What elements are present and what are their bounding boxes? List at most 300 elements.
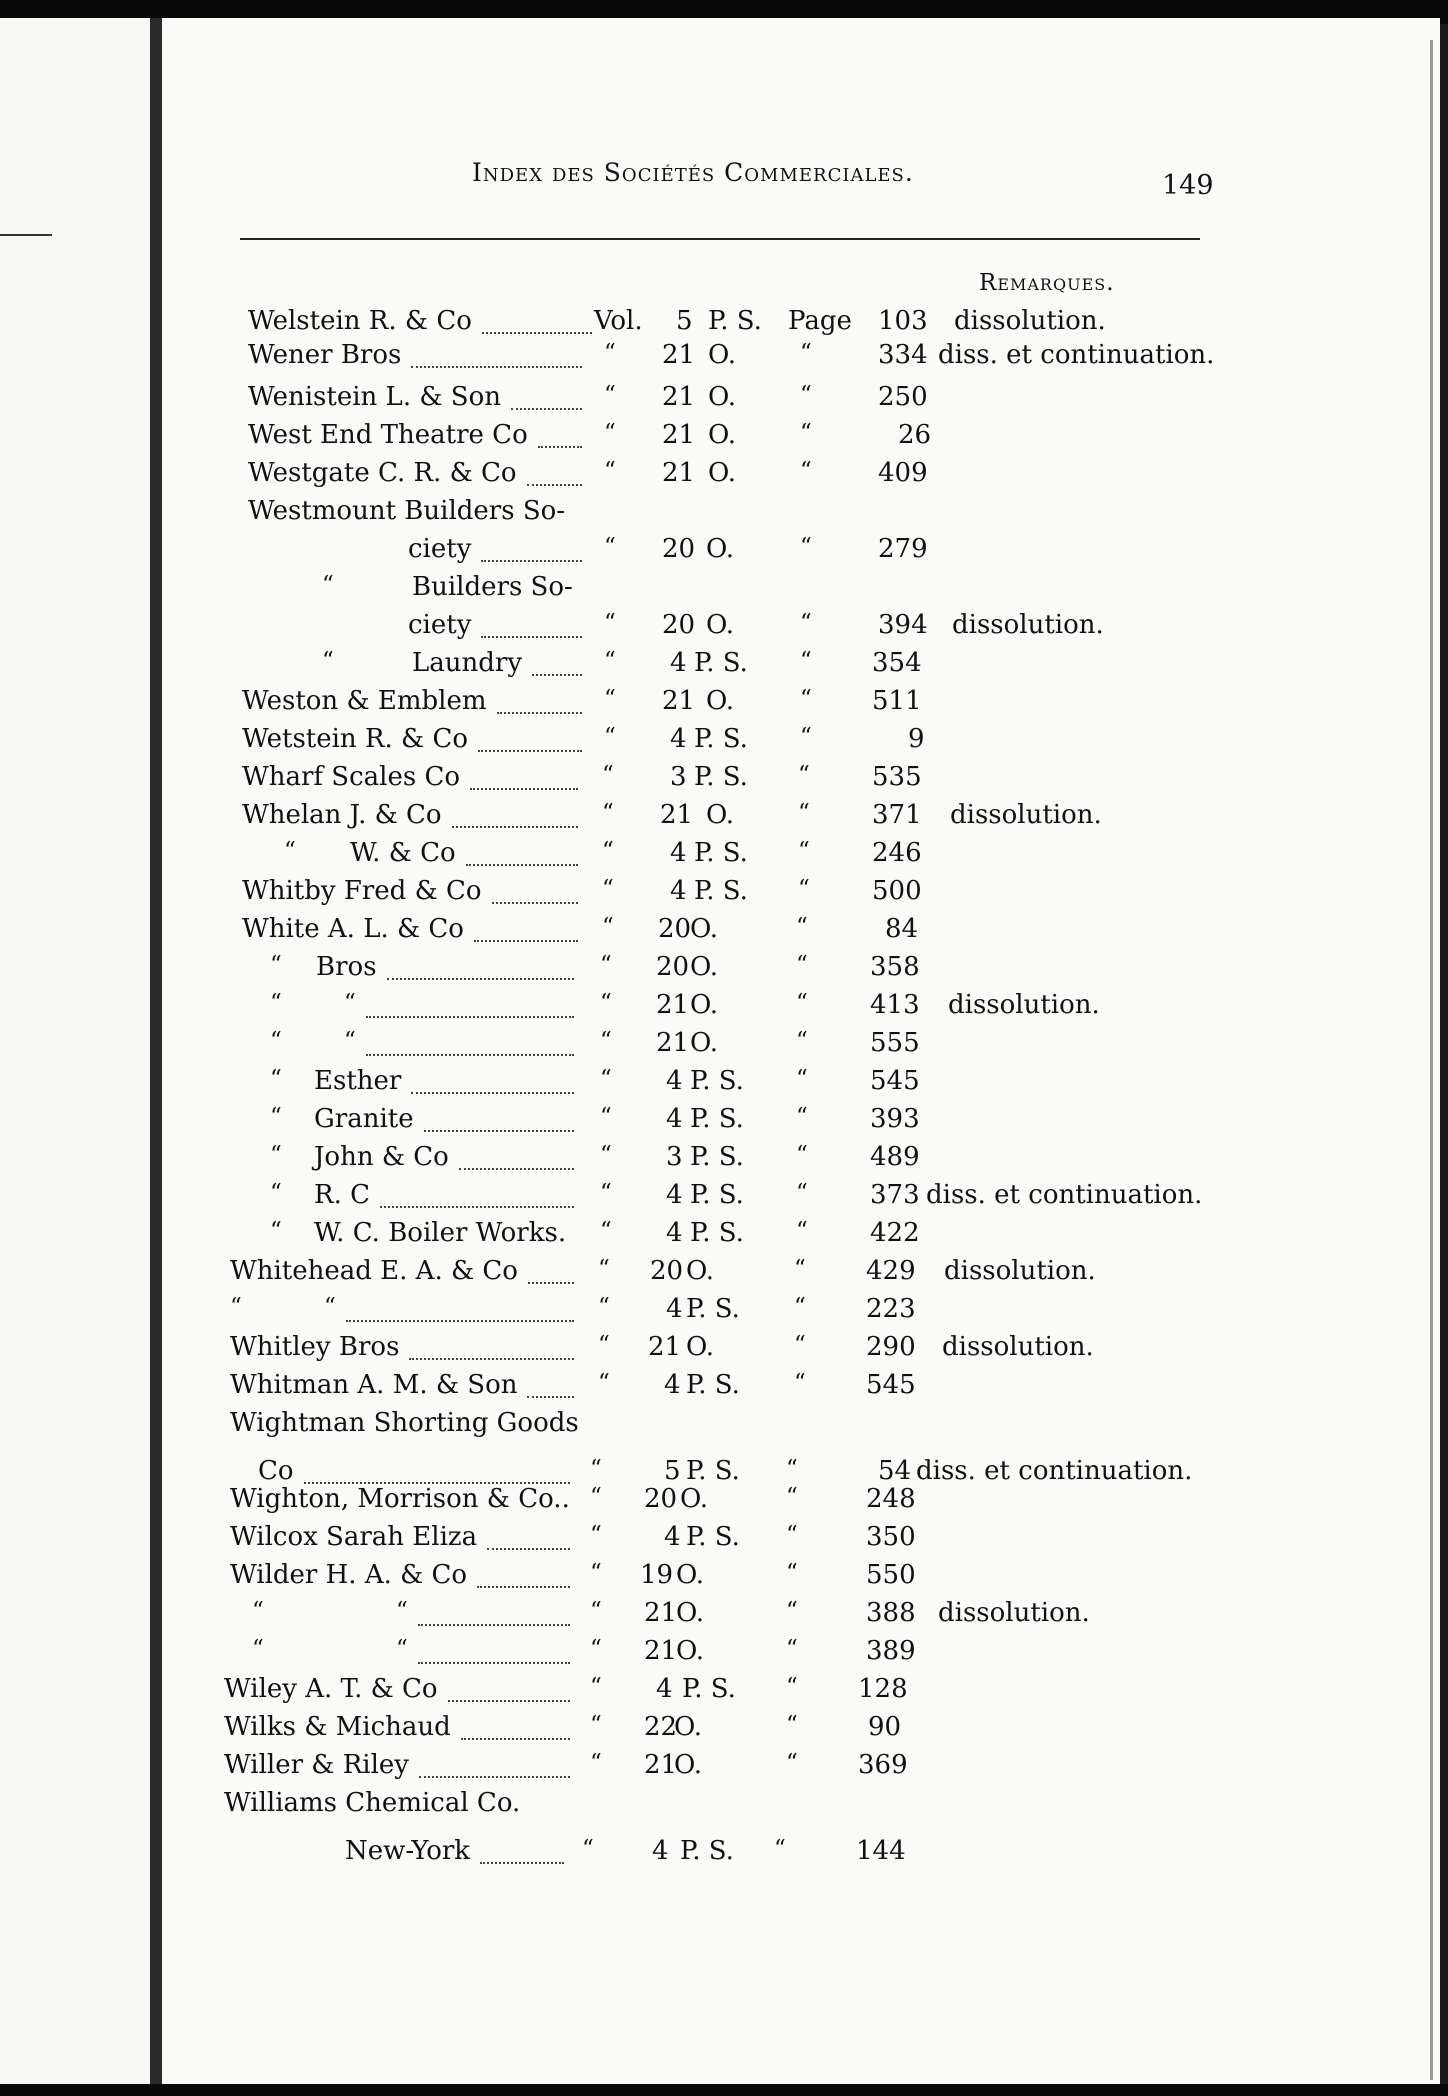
index-entry	[0, 876, 1448, 912]
index-entry	[0, 340, 1448, 376]
volume-number: 4	[670, 876, 687, 906]
page-label: “	[794, 1256, 806, 1282]
index-entry	[0, 1408, 1448, 1444]
page-label: “	[798, 800, 810, 826]
company-name: Wightman Shorting Goods	[230, 1408, 579, 1438]
leader-dots	[527, 484, 582, 486]
leader-dots	[409, 1358, 574, 1360]
volume-number: 21	[656, 1028, 690, 1058]
leader-dots	[538, 446, 582, 448]
company-name: John & Co	[314, 1142, 449, 1172]
page-number-ref: 246	[872, 838, 922, 868]
series: O.	[706, 686, 735, 716]
company-name: Wighton, Morrison & Co..	[230, 1484, 570, 1514]
page-label: “	[786, 1598, 798, 1624]
leader-dots	[346, 1320, 574, 1322]
volume-label: “	[598, 1294, 610, 1320]
facing-page-rule	[0, 234, 52, 236]
company-name: Westgate C. R. & Co	[248, 458, 517, 488]
series: O.	[708, 458, 737, 488]
series: O.	[708, 420, 737, 450]
page-number-ref: 290	[866, 1332, 916, 1362]
index-entry	[0, 496, 1448, 532]
series: O.	[676, 1636, 705, 1666]
series: O.	[676, 1598, 705, 1628]
company-name: Wetstein R. & Co	[242, 724, 469, 754]
volume-number: 20	[662, 610, 696, 640]
volume-number: 20	[656, 952, 690, 982]
page-label: “	[786, 1636, 798, 1662]
company-name: W. & Co	[350, 838, 456, 868]
company-name: “	[396, 1598, 408, 1624]
index-entry	[0, 1636, 1448, 1672]
leader-dots	[411, 366, 582, 368]
remark: dissolution.	[954, 306, 1106, 336]
volume-label: “	[602, 876, 614, 902]
ditto-mark: “	[322, 648, 334, 674]
page-number-ref: 334	[878, 340, 928, 370]
volume-number: 20	[662, 534, 696, 564]
volume-label: “	[590, 1484, 602, 1510]
page-label: “	[786, 1750, 798, 1776]
index-entry	[0, 1674, 1448, 1710]
company-name: “	[344, 990, 356, 1016]
page-label: “	[798, 876, 810, 902]
series: O.	[676, 1560, 705, 1590]
index-entry	[0, 724, 1448, 760]
leader-dots	[470, 788, 578, 790]
page-label: “	[794, 1332, 806, 1358]
index-entry	[0, 1712, 1448, 1748]
company-name: Builders So-	[412, 572, 573, 602]
page-label: “	[798, 762, 810, 788]
page-number-ref: 555	[870, 1028, 920, 1058]
remark: diss. et continuation.	[916, 1456, 1193, 1486]
page-number-ref: 535	[872, 762, 922, 792]
page-label: “	[796, 990, 808, 1016]
page-label: “	[786, 1484, 798, 1510]
page-label: “	[800, 340, 812, 366]
volume-label: “	[600, 1218, 612, 1244]
volume-number: 21	[660, 800, 694, 830]
leader-dots	[474, 940, 578, 942]
volume-number: 22	[644, 1712, 678, 1742]
company-name: Whitman A. M. & Son	[230, 1370, 518, 1400]
leader-dots	[366, 1016, 574, 1018]
index-entry	[0, 952, 1448, 988]
volume-number: 21	[644, 1598, 678, 1628]
volume-number: 21	[662, 340, 696, 370]
page-number-ref: 358	[870, 952, 920, 982]
company-name: “	[396, 1636, 408, 1662]
page-label: “	[800, 382, 812, 408]
volume-number: 21	[662, 382, 696, 412]
remark: diss. et continuation.	[938, 340, 1215, 370]
company-name: Wharf Scales Co	[242, 762, 461, 792]
volume-number: 4	[666, 1180, 683, 1210]
series: P. S.	[690, 1066, 744, 1096]
page-label: “	[796, 1180, 808, 1206]
page-number-ref: 394	[878, 610, 928, 640]
volume-label: “	[604, 382, 616, 408]
page-label: “	[786, 1522, 798, 1548]
volume-number: 21	[656, 990, 690, 1020]
index-entry	[0, 1142, 1448, 1178]
company-name: Wilder H. A. & Co	[230, 1560, 468, 1590]
leader-dots	[418, 1662, 570, 1664]
leader-dots	[528, 1282, 574, 1284]
page-number-ref: 388	[866, 1598, 916, 1628]
page-number-ref: 373	[870, 1180, 920, 1210]
index-entry	[0, 458, 1448, 494]
series: P. S.	[686, 1370, 740, 1400]
series: O.	[674, 1750, 703, 1780]
remark: diss. et continuation.	[926, 1180, 1203, 1210]
company-name: West End Theatre Co	[248, 420, 528, 450]
volume-label: “	[600, 952, 612, 978]
index-entry	[0, 990, 1448, 1026]
page-label: “	[796, 952, 808, 978]
page-number-ref: 250	[878, 382, 928, 412]
index-entry	[0, 1788, 1448, 1824]
ditto-mark: “	[270, 1142, 282, 1168]
index-entry	[0, 914, 1448, 950]
index-entry	[0, 1598, 1448, 1634]
company-name: Whitby Fred & Co	[242, 876, 482, 906]
company-name: “	[324, 1294, 336, 1320]
ditto-mark: “	[284, 838, 296, 864]
company-name: ciety	[408, 610, 472, 640]
company-name: White A. L. & Co	[242, 914, 464, 944]
series: O.	[690, 952, 719, 982]
page-label: “	[800, 420, 812, 446]
leader-dots	[448, 1700, 570, 1702]
volume-number: 21	[662, 458, 696, 488]
company-name: R. C	[314, 1180, 370, 1210]
leader-dots	[478, 750, 582, 752]
series: O.	[706, 610, 735, 640]
series: P. S.	[694, 724, 748, 754]
leader-dots	[424, 1130, 574, 1132]
page-label: “	[796, 1104, 808, 1130]
company-name: Laundry	[412, 648, 523, 678]
index-entry	[0, 686, 1448, 722]
company-name: Whitehead E. A. & Co	[230, 1256, 518, 1286]
volume-label: “	[602, 762, 614, 788]
running-head: Index des Sociétés Commerciales.	[472, 158, 914, 187]
page-label: “	[798, 838, 810, 864]
volume-number: 19	[640, 1560, 674, 1590]
ditto-mark: “	[270, 1218, 282, 1244]
remark: dissolution.	[948, 990, 1100, 1020]
index-entry	[0, 382, 1448, 418]
series: P. S.	[680, 1836, 734, 1866]
volume-number: 21	[644, 1636, 678, 1666]
volume-label: Vol.	[594, 306, 643, 336]
page-number-ref: 84	[885, 914, 919, 944]
leader-dots	[419, 1776, 570, 1778]
company-name: New-York	[345, 1836, 471, 1866]
index-entry	[0, 1180, 1448, 1216]
series: P. S.	[690, 1104, 744, 1134]
leader-dots	[366, 1054, 574, 1056]
remark: dissolution.	[944, 1256, 1096, 1286]
leader-dots	[459, 1168, 574, 1170]
volume-number: 21	[644, 1750, 678, 1780]
index-entry	[0, 306, 1448, 342]
company-name: Granite	[314, 1104, 414, 1134]
leader-dots	[418, 1624, 570, 1626]
page-number-ref: 500	[872, 876, 922, 906]
volume-number: 4	[664, 1522, 681, 1552]
leader-dots	[461, 1738, 570, 1740]
leader-dots	[487, 1548, 570, 1550]
company-name: Co	[258, 1456, 294, 1486]
series: O.	[686, 1256, 715, 1286]
remark: dissolution.	[938, 1598, 1090, 1628]
company-name: ciety	[408, 534, 472, 564]
index-entry	[0, 1104, 1448, 1140]
leader-dots	[527, 1396, 574, 1398]
page-number-ref: 128	[858, 1674, 908, 1704]
series: P. S.	[690, 1218, 744, 1248]
volume-label: “	[604, 648, 616, 674]
scan-border-bottom	[0, 2084, 1448, 2096]
leader-dots	[411, 1092, 574, 1094]
index-entry	[0, 1332, 1448, 1368]
page-label: “	[796, 1028, 808, 1054]
ditto-mark: “	[270, 1028, 282, 1054]
series: P. S.	[694, 838, 748, 868]
page-label: “	[800, 534, 812, 560]
ditto-mark: “	[270, 1104, 282, 1130]
page-label: “	[796, 1218, 808, 1244]
page-number-ref: 90	[868, 1712, 902, 1742]
volume-label: “	[598, 1332, 610, 1358]
page-label: “	[800, 724, 812, 750]
leader-dots	[452, 826, 578, 828]
series: O.	[674, 1712, 703, 1742]
volume-label: “	[600, 990, 612, 1016]
index-entry	[0, 1522, 1448, 1558]
leader-dots	[532, 674, 582, 676]
page-label: Page	[788, 306, 852, 336]
page-number-ref: 422	[870, 1218, 920, 1248]
company-name: Wilcox Sarah Eliza	[230, 1522, 478, 1552]
volume-number: 4	[666, 1218, 683, 1248]
page-number-ref: 144	[856, 1836, 906, 1866]
series: O.	[706, 800, 735, 830]
company-name: Williams Chemical Co.	[224, 1788, 521, 1818]
series: P. S.	[686, 1456, 740, 1486]
index-entry	[0, 1484, 1448, 1520]
volume-number: 4	[666, 1104, 683, 1134]
volume-number: 4	[666, 1066, 683, 1096]
page-number-ref: 389	[866, 1636, 916, 1666]
leader-dots	[497, 712, 582, 714]
page-label: “	[786, 1674, 798, 1700]
volume-label: “	[590, 1750, 602, 1776]
index-entry	[0, 610, 1448, 646]
page-label: “	[774, 1836, 786, 1862]
page-number-ref: 409	[878, 458, 928, 488]
leader-dots	[380, 1206, 574, 1208]
page-label: “	[796, 914, 808, 940]
leader-dots	[477, 1586, 570, 1588]
page-number-ref: 393	[870, 1104, 920, 1134]
index-entry	[0, 572, 1448, 608]
page-number-ref: 279	[878, 534, 928, 564]
volume-label: “	[600, 1028, 612, 1054]
company-name: Wilks & Michaud	[224, 1712, 451, 1742]
ditto-mark: “	[230, 1294, 242, 1320]
index-entry	[0, 1836, 1448, 1872]
series: O.	[686, 1332, 715, 1362]
index-entry	[0, 800, 1448, 836]
page-number-ref: 489	[870, 1142, 920, 1172]
volume-number: 5	[676, 306, 693, 336]
page-label: “	[800, 686, 812, 712]
header-rule	[240, 238, 1200, 240]
volume-label: “	[604, 610, 616, 636]
series: P. S.	[708, 306, 762, 336]
index-entry	[0, 1560, 1448, 1596]
page-label: “	[796, 1066, 808, 1092]
volume-label: “	[600, 1142, 612, 1168]
volume-label: “	[590, 1456, 602, 1482]
volume-number: 20	[650, 1256, 684, 1286]
index-entry	[0, 1028, 1448, 1064]
volume-label: “	[600, 1180, 612, 1206]
leader-dots	[482, 332, 592, 334]
volume-number: 4	[670, 724, 687, 754]
ditto-mark: “	[252, 1598, 264, 1624]
volume-label: “	[590, 1560, 602, 1586]
remark: dissolution.	[952, 610, 1104, 640]
volume-label: “	[590, 1674, 602, 1700]
volume-number: 21	[648, 1332, 682, 1362]
leader-dots	[511, 408, 582, 410]
page-number-ref: 350	[866, 1522, 916, 1552]
volume-number: 20	[658, 914, 692, 944]
page-number-ref: 103	[878, 306, 928, 336]
ditto-mark: “	[270, 952, 282, 978]
volume-label: “	[604, 686, 616, 712]
company-name: W. C. Boiler Works.	[314, 1218, 567, 1248]
company-name: Willer & Riley	[224, 1750, 409, 1780]
page-number-ref: 354	[872, 648, 922, 678]
volume-number: 4	[652, 1836, 669, 1866]
volume-number: 5	[664, 1456, 681, 1486]
series: P. S.	[690, 1142, 744, 1172]
remarks-column-heading: Remarques.	[979, 270, 1115, 296]
series: P. S.	[682, 1674, 736, 1704]
volume-number: 4	[670, 648, 687, 678]
company-name: Whitley Bros	[230, 1332, 400, 1362]
volume-number: 4	[656, 1674, 673, 1704]
index-entry	[0, 1256, 1448, 1292]
series: O.	[690, 914, 719, 944]
volume-label: “	[604, 458, 616, 484]
volume-label: “	[598, 1256, 610, 1282]
leader-dots	[481, 560, 582, 562]
volume-label: “	[604, 420, 616, 446]
company-name: Welstein R. & Co	[248, 306, 472, 336]
page-label: “	[786, 1712, 798, 1738]
volume-label: “	[590, 1636, 602, 1662]
volume-label: “	[602, 838, 614, 864]
ditto-mark: “	[252, 1636, 264, 1662]
series: O.	[708, 340, 737, 370]
page-number-ref: 545	[870, 1066, 920, 1096]
page-number-ref: 54	[878, 1456, 912, 1486]
index-entry	[0, 762, 1448, 798]
volume-number: 3	[666, 1142, 683, 1172]
series: P. S.	[694, 762, 748, 792]
page-number-ref: 223	[866, 1294, 916, 1324]
series: O.	[708, 382, 737, 412]
volume-label: “	[602, 800, 614, 826]
company-name: “	[344, 1028, 356, 1054]
leader-dots	[466, 864, 578, 866]
page-label: “	[800, 648, 812, 674]
page-number-ref: 413	[870, 990, 920, 1020]
company-name: Bros	[316, 952, 377, 982]
index-entry	[0, 420, 1448, 456]
page-number-ref: 26	[898, 420, 932, 450]
volume-label: “	[598, 1370, 610, 1396]
series: P. S.	[694, 648, 748, 678]
company-name: Whelan J. & Co	[242, 800, 442, 830]
volume-label: “	[604, 724, 616, 750]
company-name: Wiley A. T. & Co	[224, 1674, 438, 1704]
page-label: “	[786, 1456, 798, 1482]
volume-number: 4	[664, 1370, 681, 1400]
page-number-ref: 545	[866, 1370, 916, 1400]
page-label: “	[800, 610, 812, 636]
index-entry	[0, 1750, 1448, 1786]
page-number-ref: 369	[858, 1750, 908, 1780]
series: P. S.	[690, 1180, 744, 1210]
company-name: Weston & Emblem	[242, 686, 487, 716]
volume-label: “	[582, 1836, 594, 1862]
series: O.	[690, 990, 719, 1020]
company-name: Wener Bros	[248, 340, 402, 370]
volume-label: “	[590, 1598, 602, 1624]
volume-number: 4	[666, 1294, 683, 1324]
volume-label: “	[604, 534, 616, 560]
volume-number: 3	[670, 762, 687, 792]
leader-dots	[492, 902, 578, 904]
series: P. S.	[694, 876, 748, 906]
volume-label: “	[602, 914, 614, 940]
company-name: Esther	[314, 1066, 402, 1096]
page-number-ref: 550	[866, 1560, 916, 1590]
page-number-ref: 248	[866, 1484, 916, 1514]
company-name: Westmount Builders So-	[248, 496, 566, 526]
page-label: “	[794, 1294, 806, 1320]
company-name: Wenistein L. & Son	[248, 382, 501, 412]
remark: dissolution.	[942, 1332, 1094, 1362]
page-number-ref: 371	[872, 800, 922, 830]
ditto-mark: “	[322, 572, 334, 598]
ditto-mark: “	[270, 990, 282, 1016]
volume-label: “	[604, 340, 616, 366]
page-number-ref: 9	[908, 724, 925, 754]
page-label: “	[796, 1142, 808, 1168]
volume-label: “	[590, 1712, 602, 1738]
page-number-ref: 429	[866, 1256, 916, 1286]
